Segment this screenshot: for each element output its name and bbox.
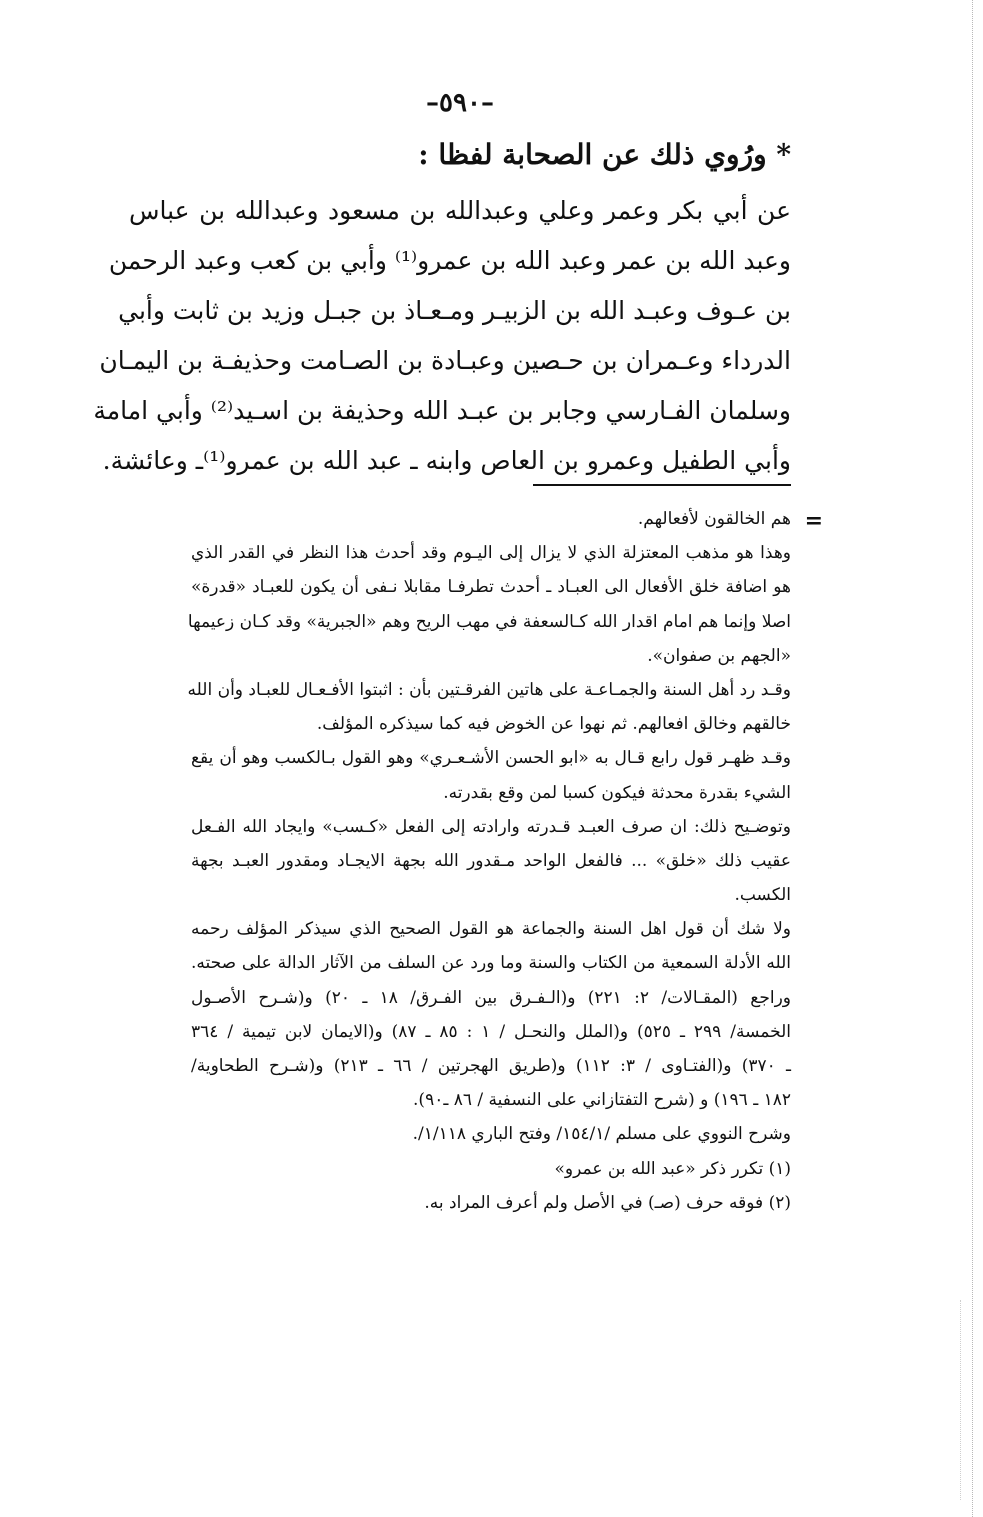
scan-edge-line-secondary — [960, 1300, 961, 1500]
footnote-line: هو اضافة خلق الأفعال الى العبـاد ـ أحدث تطرفـا مقابلا نـفى أن يكون للعبـاد «قدرة» — [191, 577, 791, 598]
main-text-block — [93, 186, 791, 486]
footnote-separator — [533, 484, 791, 486]
scan-edge-line — [972, 0, 973, 1517]
footnotes-block — [187, 502, 791, 1220]
footnote-line: «الجهم بن صفوان». — [647, 645, 791, 666]
main-text-line: عن أبي بكر وعمر وعلي وعبدالله بن مسعود وعبدالله بن عباس — [129, 196, 791, 225]
footnote-line: وتوضـيح ذلك: ان صرف العبـد قـدرته وارادته إلى الفعل «كـسب» وايجاد الله الفـعل — [191, 816, 791, 837]
footnote-line: وقـد ظهـر قول رابع قـال به «ابو الحسن الأشـعـري» وهو القول بـالكسب وهو أن يقع — [191, 748, 791, 769]
footnote-continuation-mark: = — [804, 508, 823, 534]
footnote-line: (٢) فوقه حرف (صـ) في الأصل ولم أعرف المراد به. — [424, 1192, 791, 1213]
section-heading: * ورُوي ذلك عن الصحابة لفظا : — [418, 138, 791, 171]
footnote-line: ١٨٢ ـ ١٩٦) و (شرح التفتازاني على النسفية / ٨٦ ـ٩٠). — [413, 1090, 791, 1111]
main-text-line: وعبد الله بن عمر وعبد الله بن عمرو⁽¹⁾ وأبي بن كعب وعبد الرحمن — [108, 246, 791, 275]
main-text-line: بن عـوف وعبـد الله بن الزبيـر ومـعـاذ بن جبـل وزيد بن ثابت وأبي — [118, 296, 791, 325]
main-text-line: الدرداء وعـمران بن حـصين وعبـادة بن الصـامت وحذيفـة بن اليمـان — [99, 346, 791, 375]
footnote-line: الله الأدلة السمعية من الكتاب والسنة وما ورد عن السلف من الآثار الدالة على صحته. — [191, 953, 791, 974]
footnote-line: وشرح النووي على مسلم /١٥٤/١/ وفتح الباري ١/١١٨/. — [412, 1124, 791, 1145]
footnote-line: عقيب ذلك «خلق» ... فالفعل الواحد مـقدور الله بجهة الايجـاد ومقدور العبـد بجهة — [191, 850, 791, 871]
footnote-line: الخمسة/ ٢٩٩ ـ ٥٢٥) و(الملل والنحـل / ١ : ٨٥ ـ ٨٧) و(الايمان لابن تيمية / ٣٦٤ — [191, 1021, 791, 1042]
page-number: –٥٩٠– — [426, 88, 494, 118]
footnote-line: الشيء بقدرة محدثة فيكون كسبا لمن وقع بقدرته. — [443, 782, 791, 803]
footnote-line: وراجع (المقـالات/ ٢: ٢٢١) و(الـفـرق بين الفـرق/ ١٨ ـ ٢٠) و(شـرح الأصـول — [191, 987, 791, 1008]
main-text-line: وأبي الطفيل وعمرو بن العاص وابنه ـ عبد الله بن عمرو⁽¹⁾ـ وعائشة. — [102, 446, 791, 475]
footnote-line: وهذا هو مذهب المعتزلة الذي لا يزال إلى اليـوم وقد أحدث هذا النظر في القدر الذي — [191, 543, 791, 564]
footnote-line: ولا شك أن قول اهل السنة والجماعة هو القول الصحيح الذي سيذكر المؤلف رحمه — [191, 919, 791, 940]
footnote-line: الكسب. — [734, 885, 791, 906]
footnote-line: ـ ٣٧٠) و(الفتـاوى / ٣: ١١٢) و(طريق الهجرتين / ٦٦ ـ ٢١٣) و(شـرح الطحاوية/ — [191, 1056, 791, 1076]
main-text-line: وسلمان الفـارسي وجابر بن عبـد الله وحذيفة بن اسـيد⁽²⁾ وأبي امامة — [93, 396, 791, 425]
footnote-line: (١) تكرر ذكر «عبد الله بن عمرو» — [554, 1158, 791, 1179]
footnote-line: خالقهم وخالق افعالهم. ثم نهوا عن الخوض فيه كما سيذكره المؤلف. — [316, 714, 791, 735]
footnote-line: اصلا وإنما هم امام اقدار الله كـالسعفة في مهب الريح وهم «الجبرية» وقد كـان زعيمها — [187, 611, 791, 632]
footnote-line: وقـد رد أهل السنة والجمـاعـة على هاتين الفرقـتين بأن : اثبتوا الأفـعـال للعبـاد وأن الله — [187, 679, 791, 700]
footnote-line: هم الخالقون لأفعالهم. — [637, 509, 791, 529]
